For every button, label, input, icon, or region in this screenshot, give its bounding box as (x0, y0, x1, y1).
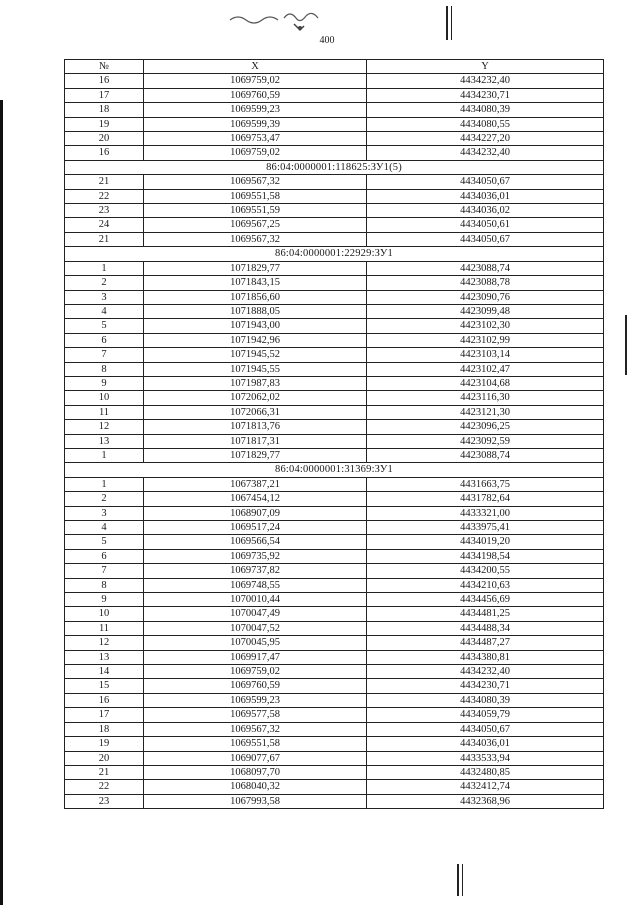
y-coordinate: 4431782,64 (367, 492, 604, 506)
table-row (65, 535, 604, 549)
x-coordinate: 1069566,54 (144, 535, 367, 549)
table-row (65, 693, 604, 707)
table-row (65, 290, 604, 304)
table-row (65, 420, 604, 434)
table-row (65, 189, 604, 203)
x-coordinate: 1069567,25 (144, 218, 367, 232)
point-number: 5 (65, 535, 144, 549)
y-coordinate: 4434050,61 (367, 218, 604, 232)
point-number: 19 (65, 117, 144, 131)
point-number: 10 (65, 391, 144, 405)
point-number: 5 (65, 319, 144, 333)
point-number: 6 (65, 549, 144, 563)
y-coordinate: 4434036,01 (367, 737, 604, 751)
table-row (65, 232, 604, 246)
x-coordinate: 1071945,55 (144, 362, 367, 376)
point-number: 6 (65, 333, 144, 347)
table-row (65, 593, 604, 607)
table-row (65, 578, 604, 592)
x-coordinate: 1070047,52 (144, 621, 367, 635)
y-coordinate: 4423102,99 (367, 333, 604, 347)
point-number: 3 (65, 290, 144, 304)
y-coordinate: 4434210,63 (367, 578, 604, 592)
seal-stamp-mark (228, 8, 344, 34)
point-number: 21 (65, 175, 144, 189)
table-row (65, 391, 604, 405)
y-coordinate: 4434230,71 (367, 679, 604, 693)
section-title: 86:04:0000001:118625:ЗУ1(5) (65, 160, 604, 174)
y-coordinate: 4433321,00 (367, 506, 604, 520)
x-coordinate: 1071945,52 (144, 348, 367, 362)
x-coordinate: 1071888,05 (144, 304, 367, 318)
header-x: X (144, 60, 367, 74)
y-coordinate: 4432368,96 (367, 794, 604, 808)
point-number: 18 (65, 722, 144, 736)
point-number: 1 (65, 448, 144, 462)
table-row (65, 506, 604, 520)
y-coordinate: 4423102,30 (367, 319, 604, 333)
table-row (65, 88, 604, 102)
table-row (65, 679, 604, 693)
y-coordinate: 4423121,30 (367, 405, 604, 419)
x-coordinate: 1068040,32 (144, 780, 367, 794)
section-title-row (65, 160, 604, 174)
point-number: 20 (65, 132, 144, 146)
table-row (65, 333, 604, 347)
point-number: 15 (65, 679, 144, 693)
table-row (65, 636, 604, 650)
y-coordinate: 4434232,40 (367, 665, 604, 679)
x-coordinate: 1070047,49 (144, 607, 367, 621)
y-coordinate: 4434036,02 (367, 204, 604, 218)
x-coordinate: 1067454,12 (144, 492, 367, 506)
page-number: 400 (319, 35, 335, 46)
point-number: 3 (65, 506, 144, 520)
x-coordinate: 1068097,70 (144, 765, 367, 779)
y-coordinate: 4423116,30 (367, 391, 604, 405)
point-number: 4 (65, 304, 144, 318)
point-number: 22 (65, 780, 144, 794)
x-coordinate: 1071829,77 (144, 261, 367, 275)
table-row (65, 477, 604, 491)
point-number: 11 (65, 405, 144, 419)
point-number: 20 (65, 751, 144, 765)
table-row (65, 765, 604, 779)
x-coordinate: 1071843,15 (144, 276, 367, 290)
y-coordinate: 4423088,74 (367, 261, 604, 275)
x-coordinate: 1069753,47 (144, 132, 367, 146)
point-number: 17 (65, 88, 144, 102)
x-coordinate: 1071829,77 (144, 448, 367, 462)
y-coordinate: 4434019,20 (367, 535, 604, 549)
point-number: 11 (65, 621, 144, 635)
point-number: 7 (65, 564, 144, 578)
x-coordinate: 1068907,09 (144, 506, 367, 520)
x-coordinate: 1069077,67 (144, 751, 367, 765)
y-coordinate: 4432480,85 (367, 765, 604, 779)
point-number: 17 (65, 708, 144, 722)
table-row (65, 607, 604, 621)
y-coordinate: 4423102,47 (367, 362, 604, 376)
point-number: 2 (65, 492, 144, 506)
table-row (65, 521, 604, 535)
y-coordinate: 4434080,39 (367, 693, 604, 707)
x-coordinate: 1069759,02 (144, 74, 367, 88)
x-coordinate: 1069737,82 (144, 564, 367, 578)
y-coordinate: 4432412,74 (367, 780, 604, 794)
table-row (65, 348, 604, 362)
section-title-row (65, 463, 604, 477)
table-row (65, 665, 604, 679)
y-coordinate: 4434227,20 (367, 132, 604, 146)
point-number: 21 (65, 765, 144, 779)
x-coordinate: 1072062,02 (144, 391, 367, 405)
table-row (65, 650, 604, 664)
section-title: 86:04:0000001:22929:ЗУ1 (65, 247, 604, 261)
x-coordinate: 1069599,39 (144, 117, 367, 131)
point-number: 9 (65, 376, 144, 390)
point-number: 24 (65, 218, 144, 232)
section-title: 86:04:0000001:31369:ЗУ1 (65, 463, 604, 477)
point-number: 23 (65, 794, 144, 808)
x-coordinate: 1070045,95 (144, 636, 367, 650)
x-coordinate: 1069517,24 (144, 521, 367, 535)
y-coordinate: 4434200,55 (367, 564, 604, 578)
x-coordinate: 1069917,47 (144, 650, 367, 664)
point-number: 18 (65, 103, 144, 117)
y-coordinate: 4423090,76 (367, 290, 604, 304)
point-number: 16 (65, 693, 144, 707)
y-coordinate: 4423104,68 (367, 376, 604, 390)
x-coordinate: 1069759,02 (144, 146, 367, 160)
y-coordinate: 4434487,27 (367, 636, 604, 650)
x-coordinate: 1070010,44 (144, 593, 367, 607)
x-coordinate: 1069551,58 (144, 737, 367, 751)
point-number: 4 (65, 521, 144, 535)
point-number: 16 (65, 74, 144, 88)
x-coordinate: 1067993,58 (144, 794, 367, 808)
table-row (65, 434, 604, 448)
table-body (65, 74, 604, 809)
point-number: 22 (65, 189, 144, 203)
y-coordinate: 4434080,55 (367, 117, 604, 131)
y-coordinate: 4434488,34 (367, 621, 604, 635)
table-row (65, 722, 604, 736)
point-number: 10 (65, 607, 144, 621)
scan-edge-line (625, 315, 627, 375)
x-coordinate: 1069567,32 (144, 175, 367, 189)
table-row (65, 74, 604, 88)
y-coordinate: 4434380,81 (367, 650, 604, 664)
point-number: 9 (65, 593, 144, 607)
point-number: 16 (65, 146, 144, 160)
scan-artifact-line (446, 6, 448, 40)
point-number: 13 (65, 434, 144, 448)
x-coordinate: 1071942,96 (144, 333, 367, 347)
table-row (65, 204, 604, 218)
table-row (65, 564, 604, 578)
point-number: 1 (65, 261, 144, 275)
y-coordinate: 4434036,01 (367, 189, 604, 203)
section-title-row (65, 247, 604, 261)
x-coordinate: 1069599,23 (144, 693, 367, 707)
table-row (65, 117, 604, 131)
x-coordinate: 1069577,58 (144, 708, 367, 722)
x-coordinate: 1071813,76 (144, 420, 367, 434)
table-row (65, 794, 604, 808)
coordinates-table (64, 59, 604, 809)
point-number: 8 (65, 578, 144, 592)
scan-artifact-line (457, 864, 459, 896)
x-coordinate: 1071856,60 (144, 290, 367, 304)
y-coordinate: 4423088,74 (367, 448, 604, 462)
y-coordinate: 4434198,54 (367, 549, 604, 563)
y-coordinate: 4434080,39 (367, 103, 604, 117)
table-row (65, 492, 604, 506)
scan-edge-line (0, 100, 3, 905)
table-header-row (65, 60, 604, 74)
y-coordinate: 4434232,40 (367, 146, 604, 160)
point-number: 23 (65, 204, 144, 218)
table-row (65, 146, 604, 160)
table-row (65, 319, 604, 333)
table-row (65, 175, 604, 189)
table-row (65, 708, 604, 722)
x-coordinate: 1069748,55 (144, 578, 367, 592)
x-coordinate: 1072066,31 (144, 405, 367, 419)
header-number: № (65, 60, 144, 74)
table-row (65, 276, 604, 290)
x-coordinate: 1069599,23 (144, 103, 367, 117)
table-row (65, 218, 604, 232)
point-number: 21 (65, 232, 144, 246)
table-row (65, 362, 604, 376)
y-coordinate: 4423096,25 (367, 420, 604, 434)
x-coordinate: 1069551,58 (144, 189, 367, 203)
y-coordinate: 4434059,79 (367, 708, 604, 722)
y-coordinate: 4433533,94 (367, 751, 604, 765)
point-number: 12 (65, 420, 144, 434)
scan-artifact-line (462, 864, 463, 896)
point-number: 19 (65, 737, 144, 751)
point-number: 12 (65, 636, 144, 650)
table-row (65, 448, 604, 462)
x-coordinate: 1071943,00 (144, 319, 367, 333)
table-row (65, 103, 604, 117)
point-number: 2 (65, 276, 144, 290)
scan-artifact-line (451, 6, 452, 40)
table-row (65, 549, 604, 563)
x-coordinate: 1071817,31 (144, 434, 367, 448)
header-y: Y (367, 60, 604, 74)
y-coordinate: 4423103,14 (367, 348, 604, 362)
x-coordinate: 1069760,59 (144, 88, 367, 102)
x-coordinate: 1069567,32 (144, 722, 367, 736)
y-coordinate: 4431663,75 (367, 477, 604, 491)
point-number: 7 (65, 348, 144, 362)
table-row (65, 780, 604, 794)
x-coordinate: 1069735,92 (144, 549, 367, 563)
y-coordinate: 4423088,78 (367, 276, 604, 290)
x-coordinate: 1069759,02 (144, 665, 367, 679)
y-coordinate: 4423092,59 (367, 434, 604, 448)
point-number: 1 (65, 477, 144, 491)
table-row (65, 621, 604, 635)
y-coordinate: 4434481,25 (367, 607, 604, 621)
x-coordinate: 1069551,59 (144, 204, 367, 218)
x-coordinate: 1067387,21 (144, 477, 367, 491)
y-coordinate: 4433975,41 (367, 521, 604, 535)
y-coordinate: 4434050,67 (367, 175, 604, 189)
y-coordinate: 4434232,40 (367, 74, 604, 88)
table-row (65, 261, 604, 275)
y-coordinate: 4434456,69 (367, 593, 604, 607)
y-coordinate: 4423099,48 (367, 304, 604, 318)
y-coordinate: 4434230,71 (367, 88, 604, 102)
x-coordinate: 1069760,59 (144, 679, 367, 693)
point-number: 13 (65, 650, 144, 664)
point-number: 8 (65, 362, 144, 376)
table-row (65, 737, 604, 751)
table-row (65, 304, 604, 318)
table-row (65, 751, 604, 765)
x-coordinate: 1069567,32 (144, 232, 367, 246)
x-coordinate: 1071987,83 (144, 376, 367, 390)
table-row (65, 376, 604, 390)
point-number: 14 (65, 665, 144, 679)
y-coordinate: 4434050,67 (367, 722, 604, 736)
table-row (65, 405, 604, 419)
y-coordinate: 4434050,67 (367, 232, 604, 246)
table-row (65, 132, 604, 146)
